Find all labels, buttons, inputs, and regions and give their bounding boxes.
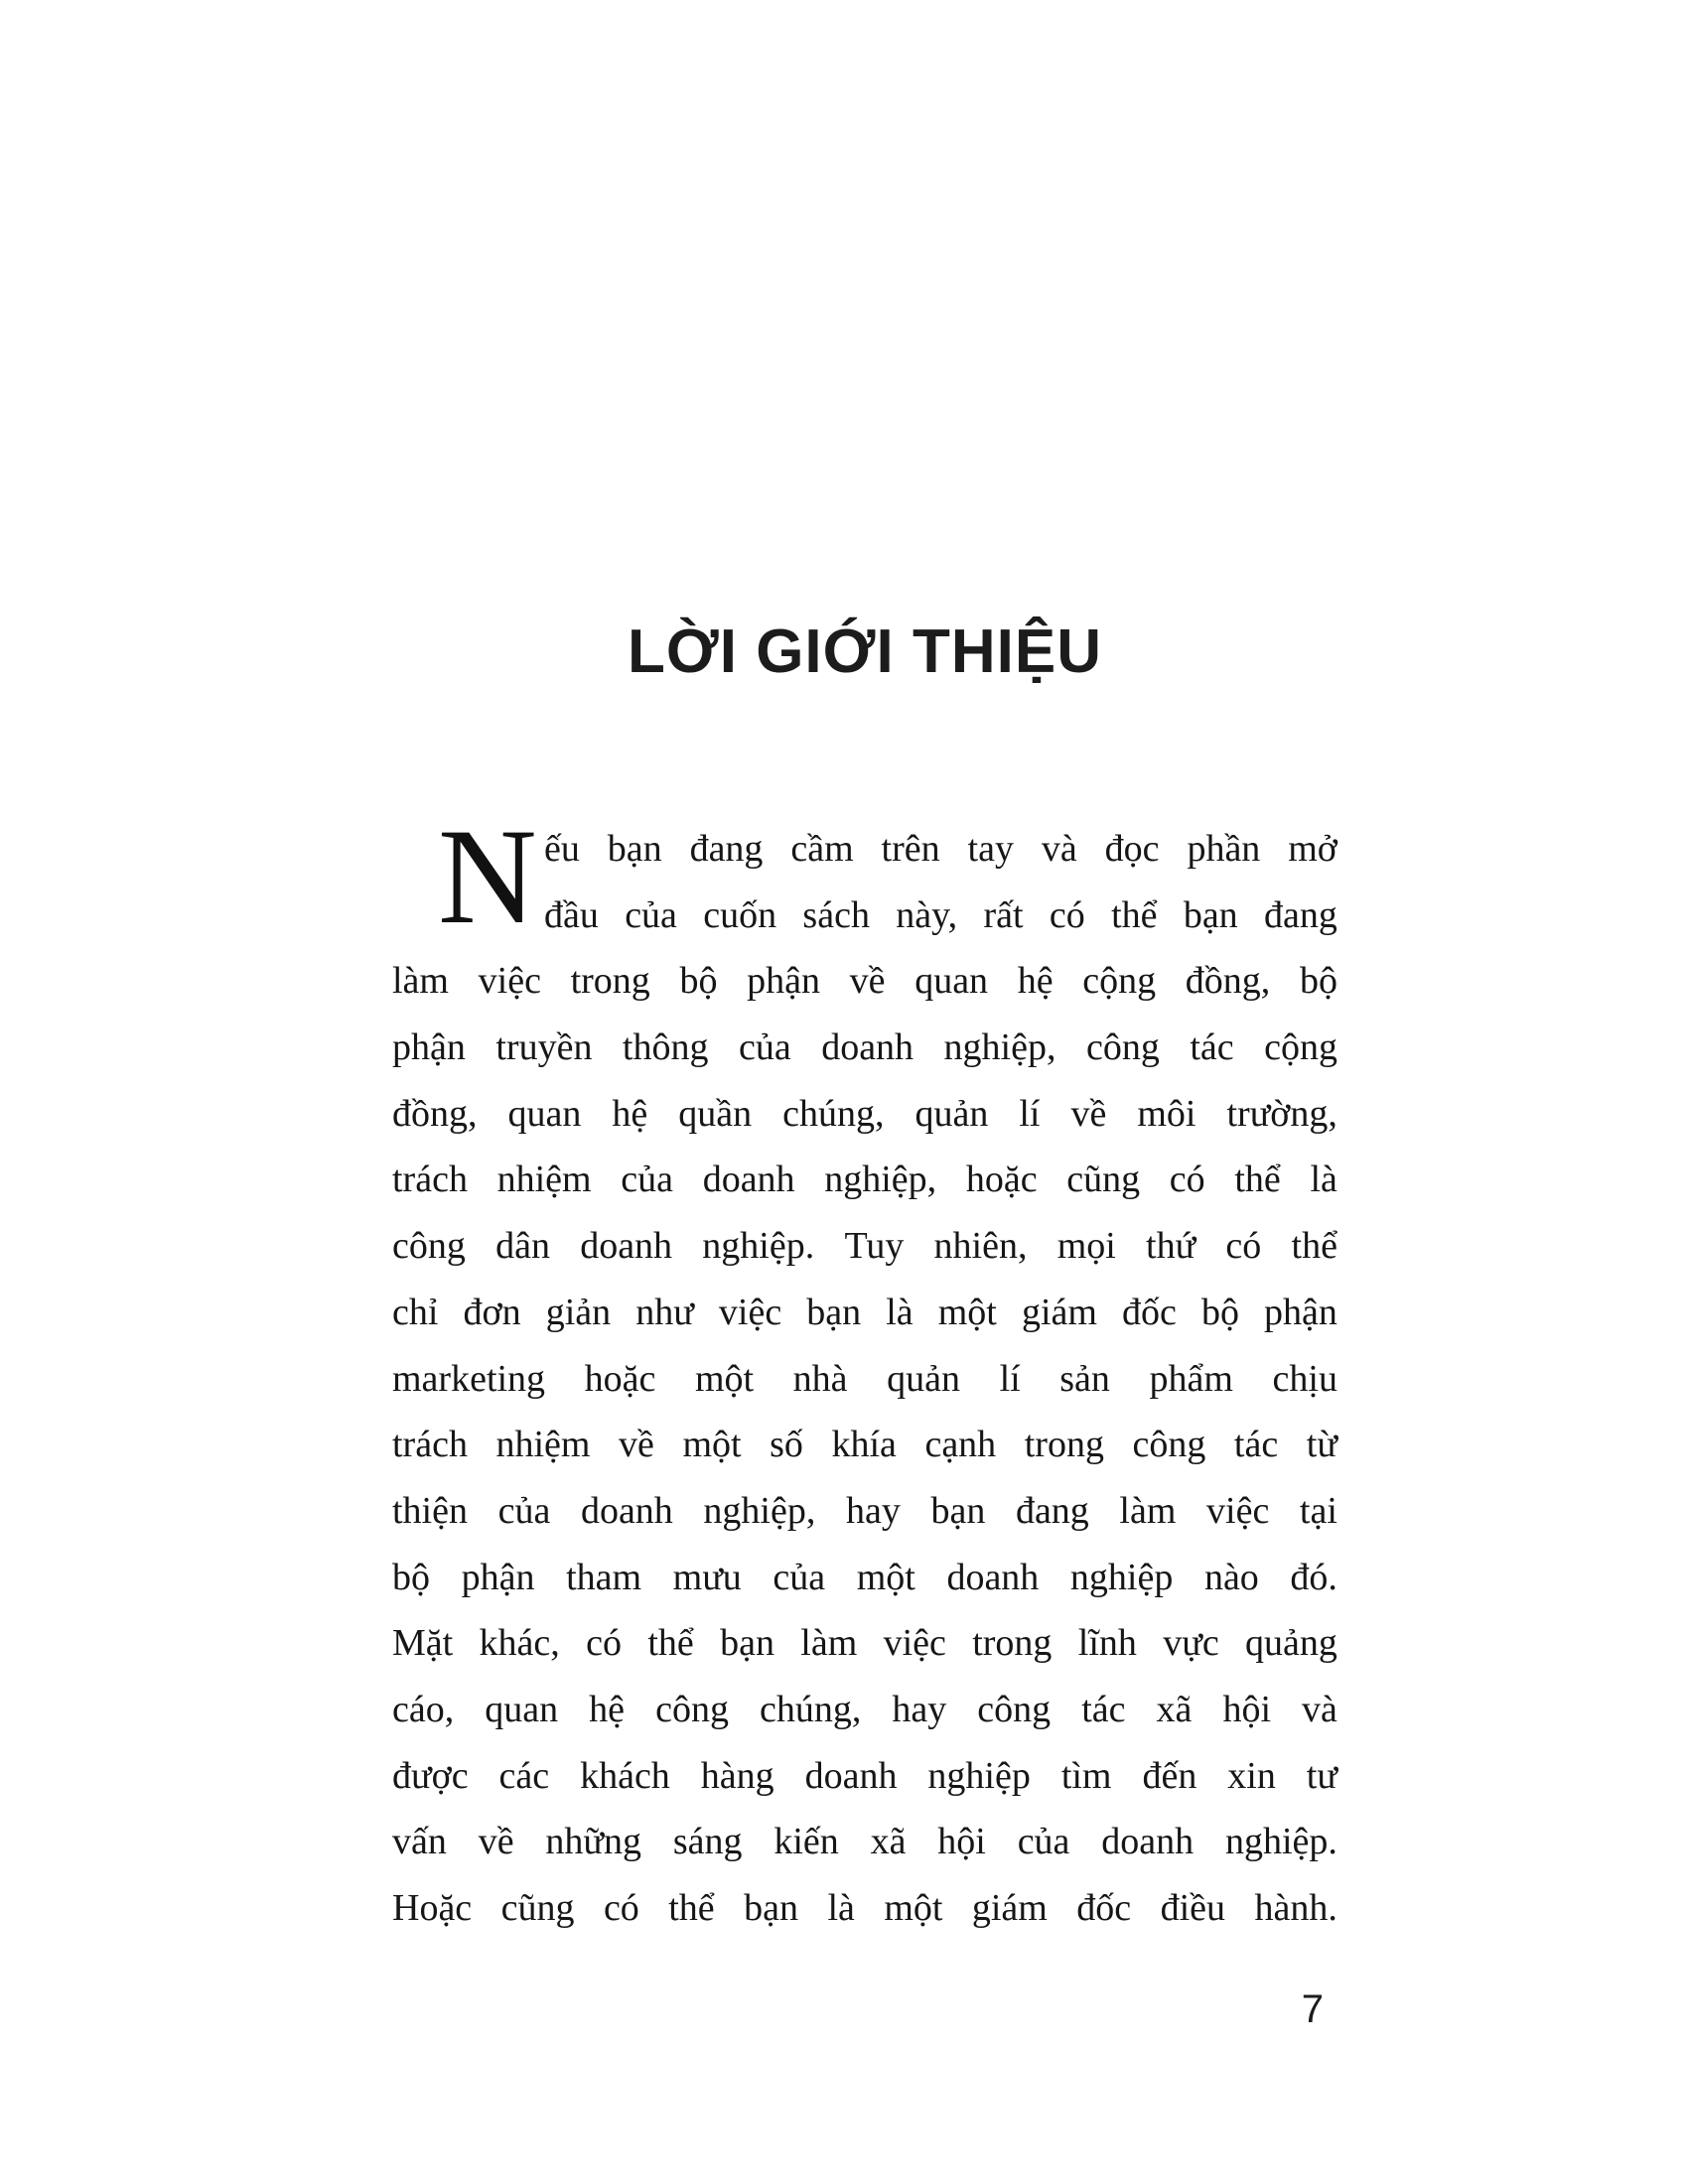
paragraph-line: công dân doanh nghiệp. Tuy nhiên, mọi thứ có thể	[392, 1225, 1337, 1268]
paragraph-line: trách nhiệm của doanh nghiệp, hoặc cũng có thể là	[392, 1159, 1337, 1201]
paragraph-line: trách nhiệm về một số khía cạnh trong công tác từ	[392, 1424, 1337, 1466]
paragraph-line: chỉ đơn giản như việc bạn là một giám đốc bộ phận	[392, 1291, 1337, 1333]
paragraph-line: marketing hoặc một nhà quản lí sản phẩm chịu	[392, 1357, 1337, 1400]
paragraph-line: được các khách hàng doanh nghiệp tìm đến xin tư	[392, 1754, 1337, 1797]
paragraph-line: Mặt khác, có thể bạn làm việc trong lĩnh vực quảng	[392, 1622, 1337, 1665]
paragraph-line: Hoặc cũng có thể bạn là một giám đốc điều hành.	[392, 1887, 1337, 1929]
paragraph-line: thiện của doanh nghiệp, hay bạn đang làm việc tại	[392, 1489, 1337, 1532]
paragraph-line: vấn về những sáng kiến xã hội của doanh nghiệp.	[392, 1821, 1337, 1863]
page-number: 7	[1301, 1987, 1324, 2031]
paragraph-line: đầu của cuốn sách này, rất có thể bạn đang	[544, 893, 1337, 936]
paragraph-line: bộ phận tham mưu của một doanh nghiệp nào đó.	[392, 1556, 1337, 1598]
drop-cap: N	[438, 800, 537, 952]
paragraph-line: cáo, quan hệ công chúng, hay công tác xã hội và	[392, 1688, 1337, 1730]
paragraph-line: ếu bạn đang cầm trên tay và đọc phần mở	[544, 828, 1337, 870]
page-title: LỜI GIỚI THIỆU	[627, 617, 1102, 686]
intro-paragraph	[392, 800, 1337, 1942]
paragraph-line: đồng, quan hệ quần chúng, quản lí về môi trường,	[392, 1092, 1337, 1135]
paragraph-line: làm việc trong bộ phận về quan hệ cộng đồng, bộ	[392, 960, 1337, 1003]
paragraph-line: phận truyền thông của doanh nghiệp, công tác cộng	[392, 1026, 1337, 1069]
